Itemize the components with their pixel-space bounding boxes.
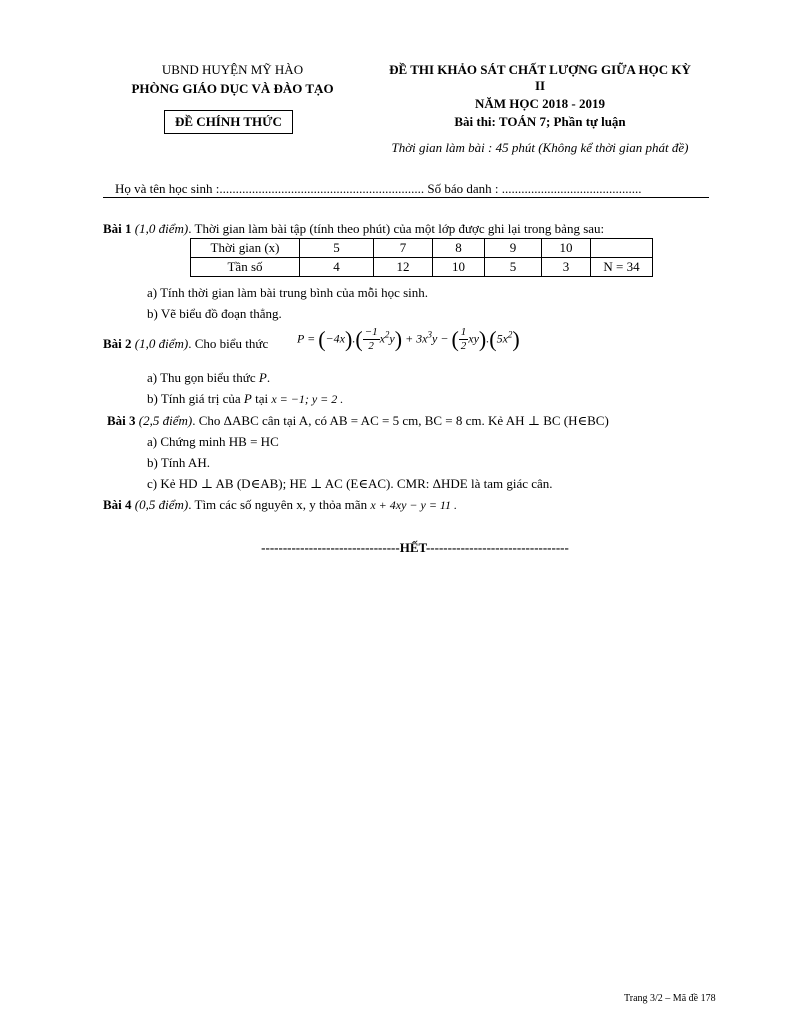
end-line: --------------------------------HẾT--------------------------------- <box>261 540 569 555</box>
bai3-part-b: b) Tính AH. <box>147 455 210 470</box>
table-cell: 5 <box>485 258 542 277</box>
header-right <box>360 62 720 130</box>
bai4-title: Bài 4 <box>103 497 132 512</box>
bai3-part-c: c) Kẻ HD ⊥ AB (D∈AB); HE ⊥ AC (E∈AC). CMR: ΔHDE là tam giác cân. <box>147 476 553 491</box>
bai3-points: (2,5 điểm) <box>138 413 193 428</box>
school-year: NĂM HỌC 2018 - 2019 <box>475 96 605 111</box>
bai2-text: . Cho biểu thức <box>188 336 269 351</box>
student-id-field: Số báo danh : ........................................... <box>427 181 642 196</box>
bai2-statement <box>103 336 268 352</box>
bai1-title: Bài 1 <box>103 221 132 236</box>
table-cell: 3 <box>542 258 591 277</box>
table-cell: 10 <box>433 258 485 277</box>
department-name: PHÒNG GIÁO DỤC VÀ ĐÀO TẠO <box>131 81 334 96</box>
table-cell: Tần số <box>191 258 300 277</box>
bai3-title: Bài 3 <box>107 413 136 428</box>
subject-line: Bài thi: TOÁN 7; Phần tự luận <box>454 114 626 129</box>
table-cell: 9 <box>485 239 542 258</box>
student-line <box>115 181 641 197</box>
table-row <box>191 239 653 258</box>
table-cell: N = 34 <box>591 258 653 277</box>
duration-line: Thời gian làm bài : 45 phút (Không kể thời gian phát đề) <box>391 140 689 155</box>
bai2-expression: P = (−4x).( $\frac{-1}{2}$ $x^2y) + 3x^3y$ − ( $\frac{1}{2}$ $xy).(5x^2)$ <box>297 326 520 352</box>
bai4-equation: x + 4xy − y = 11 . <box>370 498 458 512</box>
table-cell: 8 <box>433 239 485 258</box>
bai1-part-b: b) Vẽ biểu đồ đoạn thẳng. <box>147 306 282 321</box>
table-cell: 7 <box>374 239 433 258</box>
frequency-table <box>190 238 653 277</box>
bai3-statement <box>107 413 609 429</box>
bai2-title: Bài 2 <box>103 336 132 351</box>
bai3-text: . Cho ΔABC cân tại A, có AB = AC = 5 cm, BC = 8 cm. Kẻ AH ⊥ BC (H∈BC) <box>192 413 609 428</box>
table-cell <box>591 239 653 258</box>
table-cell: 12 <box>374 258 433 277</box>
bai1-text: . Thời gian làm bài tập (tính theo phút) của một lớp được ghi lại trong bảng sau: <box>188 221 605 236</box>
header-left <box>100 62 365 97</box>
bai1-statement <box>103 221 604 237</box>
district-name: UBND HUYỆN MỸ HÀO <box>161 62 304 77</box>
bai4-points: (0,5 điểm) <box>134 497 189 512</box>
bai4-statement <box>103 497 457 513</box>
official-label: ĐỀ CHÍNH THỨC <box>164 110 293 134</box>
header-divider <box>103 197 709 198</box>
bai2-part-a: a) Thu gọn biểu thức P. <box>147 370 271 385</box>
exam-title-line2: II <box>534 78 546 93</box>
table-cell: Thời gian (x) <box>191 239 300 258</box>
table-cell: 4 <box>300 258 374 277</box>
bai1-points: (1,0 điểm) <box>134 221 189 236</box>
bai2-points: (1,0 điểm) <box>134 336 189 351</box>
bai1-part-a: a) Tính thời gian làm bài trung bình của mỗi học sinh. <box>147 285 429 300</box>
table-row <box>191 258 653 277</box>
table-cell: 5 <box>300 239 374 258</box>
page-footer: Trang 3/2 – Mã đề 178 <box>624 993 716 1004</box>
bai3-part-a: a) Chứng minh HB = HC <box>147 434 279 449</box>
bai2-part-b: b) Tính giá trị của P tại x = −1; y = 2 . <box>147 391 344 406</box>
exam-title-line1: ĐỀ THI KHẢO SÁT CHẤT LƯỢNG GIỮA HỌC KỲ <box>389 62 691 77</box>
table-cell: 10 <box>542 239 591 258</box>
student-name-field: Họ và tên học sinh :............................................................... <box>115 181 425 196</box>
bai4-text: . Tìm các số nguyên x, y thỏa mãn <box>188 497 371 512</box>
